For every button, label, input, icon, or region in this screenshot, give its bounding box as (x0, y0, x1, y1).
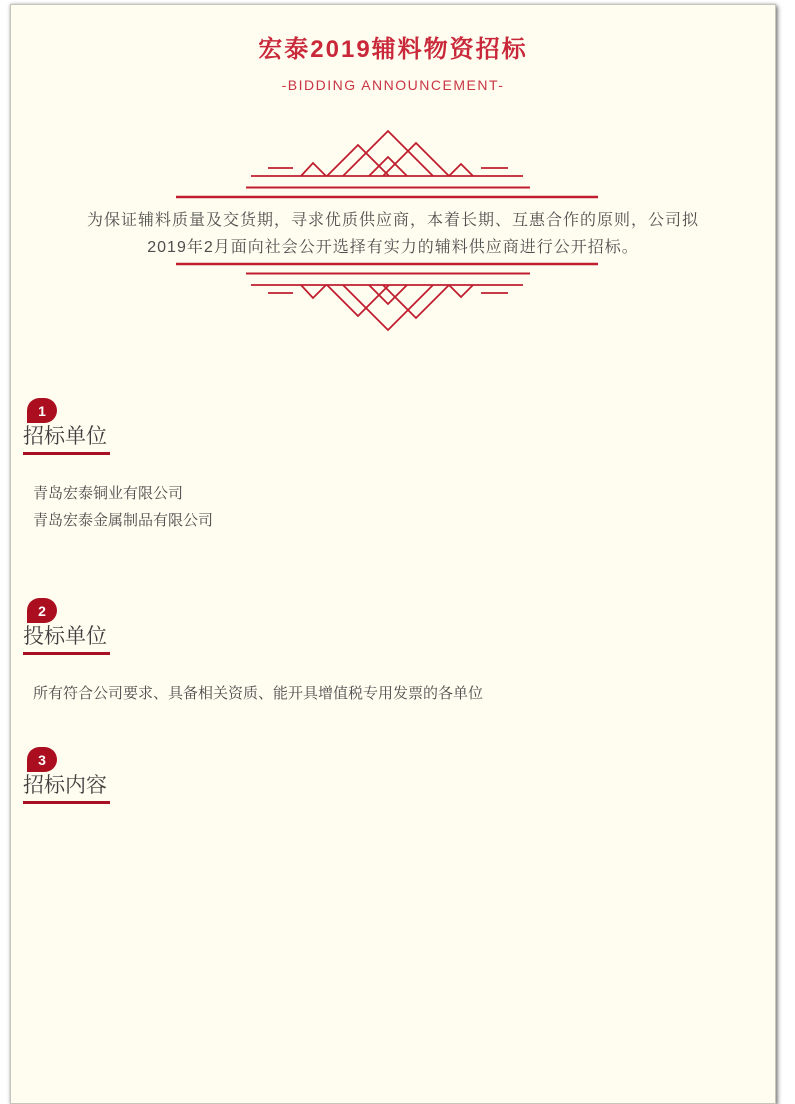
section-bidding-content (23, 747, 775, 804)
company-name: 青岛宏泰金属制品有限公司 (33, 512, 214, 529)
sections-container (23, 398, 775, 804)
heading-underline (23, 652, 110, 655)
section-body (33, 480, 775, 534)
bidder-requirements: 所有符合公司要求、具备相关资质、能开具增值税专用发票的各单位 (33, 685, 484, 702)
page-subtitle: -BIDDING ANNOUNCEMENT- (281, 77, 505, 93)
intro-line-2: 2019年2月面向社会公开选择有实力的辅料供应商进行公开招标。 (147, 239, 639, 256)
page-title: 宏泰2019辅料物资招标 (258, 36, 528, 63)
section-bidding-units (23, 598, 775, 707)
mountain-divider-flipped-icon (173, 259, 613, 338)
heading-underline (23, 801, 110, 804)
section-number-badge: 2 (27, 598, 57, 623)
section-body (33, 680, 775, 707)
section-heading: 投标单位 (23, 625, 107, 648)
company-name: 青岛宏泰铜业有限公司 (33, 485, 184, 502)
section-number-badge: 3 (27, 747, 57, 772)
section-heading: 招标单位 (23, 425, 107, 448)
announcement-page (10, 4, 776, 1104)
heading-underline (23, 452, 110, 455)
section-number-badge: 1 (27, 398, 57, 423)
intro-paragraph (11, 207, 775, 261)
section-heading: 招标内容 (23, 774, 107, 797)
section-tendering-units (23, 398, 775, 534)
mountain-divider-icon (173, 123, 613, 202)
intro-line-1: 为保证辅料质量及交货期，寻求优质供应商，本着长期、互惠合作的原则，公司拟 (86, 212, 699, 229)
